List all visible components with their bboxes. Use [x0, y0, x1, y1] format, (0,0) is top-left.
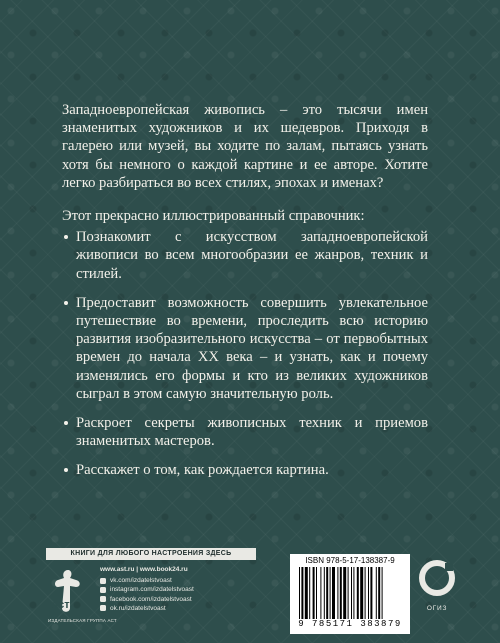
contact-row[interactable]: [100, 585, 260, 594]
sites-line[interactable]: www.ast.ru | www.book24.ru: [100, 566, 188, 573]
imprint-label: ОГИЗ: [426, 605, 448, 612]
barcode-box: [290, 554, 410, 634]
contact-link[interactable]: facebook.com/izdatelstvoast: [110, 595, 192, 603]
contact-row[interactable]: [100, 576, 260, 585]
ean-number: 9 785171 383879: [298, 619, 402, 629]
tagline-banner: КНИГИ ДЛЯ ЛЮБОГО НАСТРОЕНИЯ ЗДЕСЬ: [46, 548, 256, 560]
contacts-block: [100, 565, 260, 613]
svg-text:аст: аст: [52, 599, 70, 611]
lead-line: Этот прекрасно иллюстрированный справочник:: [62, 208, 365, 225]
bullet-item: Расскажет о том, как рождается картина.: [62, 461, 428, 479]
odnoklassniki-icon: [100, 605, 106, 611]
ogiz-ring-icon: [417, 557, 457, 599]
contact-link[interactable]: ok.ru/izdatelstvoast: [110, 604, 166, 612]
ast-logo-icon: [48, 568, 88, 616]
facebook-icon: [100, 596, 106, 602]
contact-row[interactable]: [100, 604, 260, 613]
ogiz-logo: [417, 557, 457, 617]
bullet-list: [62, 228, 428, 479]
barcode-bars: [297, 567, 403, 619]
isbn-label: ISBN 978-5-17-138387-9: [305, 556, 395, 565]
bullet-item: Предоставит возможность совершить увлекательное путешествие во времени, проследить всю историю развития изобразительного искусства – от первобытных времен до начала XX века – и узнать, как и почему изменялись его формы и кто из великих художников сыграл в этом самую значительную роль.: [62, 294, 428, 403]
ast-logo: [48, 568, 117, 628]
vk-icon: [100, 578, 106, 584]
instagram-icon: [100, 587, 106, 593]
publisher-label: ИЗДАТЕЛЬСКАЯ ГРУППА АСТ: [48, 618, 117, 623]
bullet-item: Познакомит с искусством западноевропейской живописи во всем многообразии ее жанров, техник и стилей.: [62, 228, 428, 283]
intro-paragraph: Западноевропейская живопись – это тысячи имен знаменитых художников и их шедевров. Приходя в галерею или музей, вы ходите по залам, пытаясь узнать хотя бы немного о каждой картине и ее авторе. Хотите легко разбираться во всех стилях, эпохах и именах?: [62, 102, 428, 191]
annotation-text: [62, 101, 428, 491]
contact-link[interactable]: vk.com/izdatelstvoast: [110, 577, 172, 585]
contact-link[interactable]: instagram.com/izdatelstvoast: [110, 586, 194, 594]
contact-row[interactable]: [100, 595, 260, 604]
bullet-item: Раскроет секреты живописных техник и приемов знаменитых мастеров.: [62, 414, 428, 450]
